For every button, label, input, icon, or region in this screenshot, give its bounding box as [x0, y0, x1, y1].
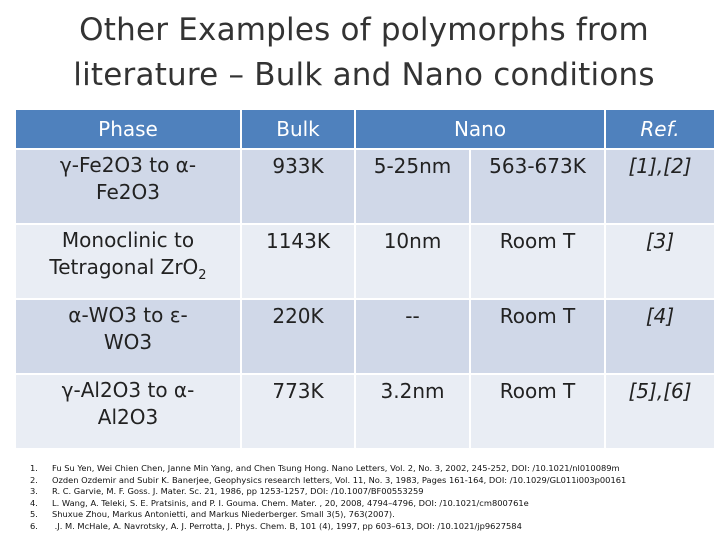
reference-text: R. C. Garvie, M. F. Goss. J. Mater. Sc. 21, 1986, pp 1253-1257, DOI: /10.1007/BF00553259	[52, 486, 424, 497]
ref-cell: [3]	[605, 224, 715, 299]
header-phase: Phase	[15, 109, 241, 149]
table-row	[15, 299, 715, 374]
reference-number: 6.	[30, 520, 38, 531]
header-bulk: Bulk	[241, 109, 355, 149]
phase-line-2: Fe2O3	[96, 180, 160, 204]
ref-cell: [4]	[605, 299, 715, 374]
nano-size-cell: 3.2nm	[355, 374, 470, 449]
phase-subscript: 2	[198, 268, 207, 283]
ref-cell: [5],[6]	[605, 374, 715, 449]
nano-size-cell: 10nm	[355, 224, 470, 299]
phase-line-1: Monoclinic to	[61, 228, 195, 252]
reference-number: 5.	[30, 509, 38, 520]
reference-text: Shuxue Zhou, Markus Antonietti, and Markus Niederberger. Small 3(5), 763(2007).	[52, 509, 395, 520]
reference-number: 1.	[30, 463, 38, 473]
reference-number: 3.	[30, 486, 38, 497]
table-row	[15, 224, 715, 299]
phase-cell	[15, 149, 241, 224]
reference-item	[30, 475, 720, 487]
phase-line-2: Al2O3	[97, 405, 159, 429]
slide-title-line-2: literature – Bulk and Nano conditions	[73, 57, 655, 93]
phase-line-1: γ-Fe2O3 to α-	[59, 153, 197, 177]
ref-cell: [1],[2]	[605, 149, 715, 224]
nano-temp-cell: Room T	[470, 374, 605, 449]
phase-line-2: WO3	[103, 330, 153, 354]
nano-size-cell: 5-25nm	[355, 149, 470, 224]
slide-title-line-1: Other Examples of polymorphs from	[79, 12, 649, 48]
nano-temp-cell: Room T	[470, 299, 605, 374]
bulk-temp-cell: 773K	[241, 374, 355, 449]
reference-text: Fu Su Yen, Wei Chien Chen, Janne Min Yang, and Chen Tsung Hong. Nano Letters, Vol. 2, No. 3, 2002, 245-252, DOI: /10.1021/nl010089m	[52, 463, 620, 473]
reference-item	[30, 509, 720, 521]
reference-number: 2.	[30, 474, 38, 485]
nano-temp-cell: 563-673K	[470, 149, 605, 224]
phase-cell	[15, 299, 241, 374]
reference-item	[30, 486, 720, 498]
header-ref: Ref.	[605, 109, 715, 149]
phase-cell	[15, 374, 241, 449]
bulk-temp-cell: 1143K	[241, 224, 355, 299]
phase-line-2: Tetragonal ZrO	[49, 255, 199, 279]
nano-temp-cell: Room T	[470, 224, 605, 299]
reference-text: Ozden Ozdemir and Subir K. Banerjee, Geophysics research letters, Vol. 11, No. 3, 1983, Pages 161-164, DOI: /10.1029/GL011i003p00161	[52, 474, 627, 485]
nano-size-cell: --	[355, 299, 470, 374]
bulk-temp-cell: 933K	[241, 149, 355, 224]
polymorph-table	[14, 108, 716, 450]
reference-item	[30, 521, 720, 533]
table-header-row	[15, 109, 715, 149]
reference-item	[30, 463, 720, 475]
phase-cell	[15, 224, 241, 299]
reference-text: L. Wang, A. Teleki, S. E. Pratsinis, and P. I. Gouma. Chem. Mater. , 20, 2008, 4794–4796, DOI: /10.1021/cm800761e	[52, 497, 529, 508]
table-row	[15, 149, 715, 224]
phase-line-1: α-WO3 to ε-	[68, 303, 188, 327]
bulk-temp-cell: 220K	[241, 299, 355, 374]
reference-list	[30, 463, 720, 533]
reference-item	[30, 498, 720, 510]
reference-text: .J. M. McHale, A. Navrotsky, A. J. Perrotta, J. Phys. Chem. B, 101 (4), 1997, pp 603–613, DOI: /10.1021/jp9627584	[52, 520, 522, 531]
reference-number: 4.	[30, 497, 38, 508]
phase-line-1: γ-Al2O3 to α-	[61, 378, 195, 402]
header-nano: Nano	[355, 109, 605, 149]
slide-title	[20, 8, 708, 98]
table-row	[15, 374, 715, 449]
